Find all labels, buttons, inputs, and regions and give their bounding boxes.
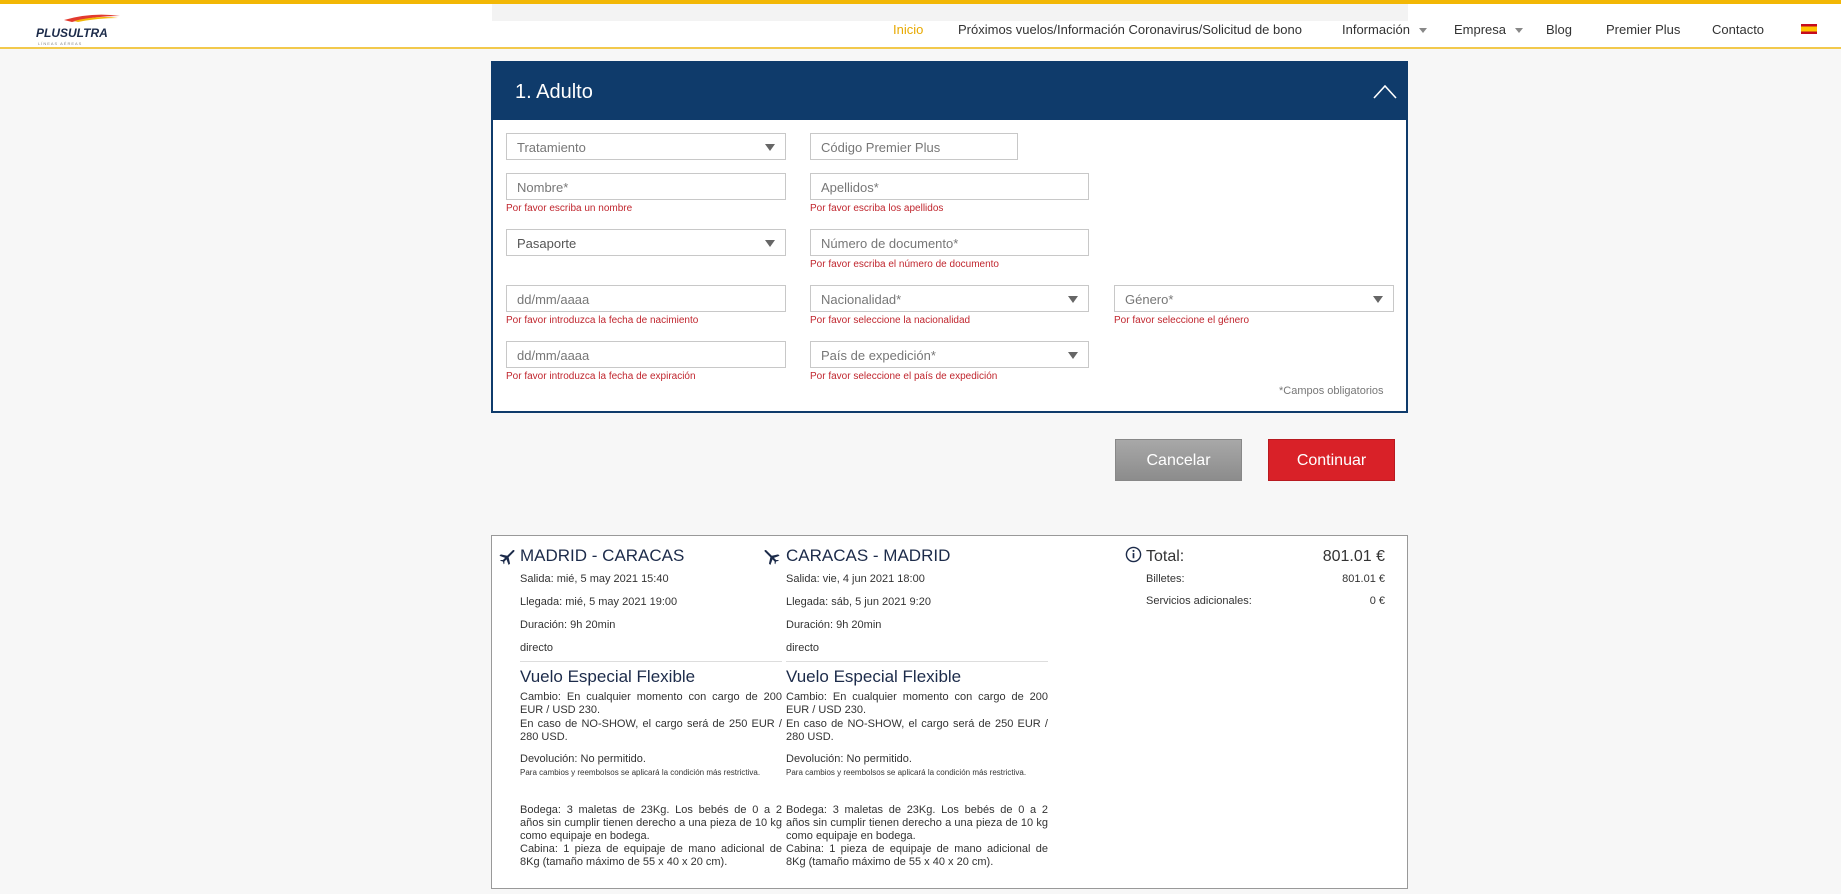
fare-refund-condition: Devolución: No permitido. — [786, 753, 912, 765]
document-number-input[interactable] — [810, 229, 1089, 256]
logo-tagline: LÍNEAS AÉREAS — [38, 41, 83, 46]
booking-summary — [491, 535, 1408, 889]
gender-placeholder: Género* — [1125, 292, 1174, 307]
plane-icon — [498, 548, 515, 565]
header-strip — [492, 4, 1408, 21]
flight-arrival: Llegada: sáb, 5 jun 2021 9:20 — [786, 596, 931, 608]
servicios-value: 0 € — [1369, 595, 1385, 607]
document-number-placeholder: Número de documento* — [821, 236, 959, 251]
apellidos-placeholder: Apellidos* — [821, 180, 879, 195]
flight-type: directo — [786, 642, 820, 654]
flight-route: CARACAS - MADRID — [786, 546, 951, 565]
total-value: 801.01 € — [1322, 548, 1385, 565]
nav-item-inicio[interactable]: Inicio — [893, 22, 924, 37]
flight-departure: Salida: mié, 5 may 2021 15:40 — [520, 573, 669, 585]
fare-note: Para cambios y reembolsos se aplicará la condición más restrictiva. — [520, 768, 761, 777]
passenger-panel-header[interactable] — [493, 63, 1406, 120]
billetes-label: Billetes: — [1146, 573, 1185, 585]
flight-route: MADRID - CARACAS — [520, 546, 685, 565]
flight-departure: Salida: vie, 4 jun 2021 18:00 — [786, 573, 925, 585]
expiry-date-placeholder: dd/mm/aaaa — [517, 348, 590, 363]
logo-wing-icon — [64, 14, 120, 22]
tratamiento-select[interactable] — [506, 133, 786, 160]
fare-change-condition: Cambio: En cualquier momento con cargo de 200 EUR / USD 230. — [786, 691, 1048, 716]
apellidos-error: Por favor escriba los apellidos — [810, 203, 944, 214]
fare-name: Vuelo Especial Flexible — [520, 667, 696, 686]
flight-duration: Duración: 9h 20min — [786, 619, 882, 631]
fare-noshow-condition: En caso de NO-SHOW, el cargo será de 250 EUR / 280 USD. — [786, 718, 1048, 743]
issuing-country-error: Por favor seleccione el país de expedición — [810, 371, 998, 382]
issuing-country-placeholder: País de expedición* — [821, 348, 936, 363]
nombre-input[interactable] — [506, 173, 786, 200]
caret-down-icon — [1068, 296, 1078, 303]
gender-select[interactable] — [1114, 285, 1394, 312]
nav-item-proximos-vuelos[interactable]: Próximos vuelos/Información Coronavirus/Solicitud de bono — [958, 22, 1302, 37]
nationality-select[interactable] — [810, 285, 1089, 312]
nav-item-blog[interactable]: Blog — [1546, 22, 1573, 37]
nombre-placeholder: Nombre* — [517, 180, 569, 195]
fare-hold-baggage: Bodega: 3 maletas de 23Kg. Los bebés de 0 a 2 años sin cumplir tienen derecho a una pieza de 10 kg como equipaje en bodega. — [786, 804, 1048, 842]
chevron-down-icon — [1419, 28, 1427, 33]
continue-button[interactable]: Continuar — [1268, 439, 1395, 481]
tratamiento-select-text: Tratamiento — [517, 140, 586, 155]
caret-down-icon — [1373, 296, 1383, 303]
main-nav — [0, 22, 1841, 40]
chevron-up-icon[interactable] — [1373, 85, 1397, 99]
caret-down-icon — [1068, 352, 1078, 359]
servicios-label: Servicios adicionales: — [1146, 595, 1252, 607]
fare-hold-baggage: Bodega: 3 maletas de 23Kg. Los bebés de 0 a 2 años sin cumplir tienen derecho a una pieza de 10 kg como equipaje en bodega. — [520, 804, 782, 842]
birth-date-placeholder: dd/mm/aaaa — [517, 292, 590, 307]
nationality-placeholder: Nacionalidad* — [821, 292, 902, 307]
fare-refund-condition: Devolución: No permitido. — [520, 753, 646, 765]
divider — [786, 661, 1048, 662]
birth-date-error: Por favor introduzca la fecha de nacimiento — [506, 315, 699, 326]
fare-cabin-baggage: Cabina: 1 pieza de equipaje de mano adicional de 8Kg (tamaño máximo de 55 x 40 x 20 cm). — [520, 843, 782, 868]
document-number-error: Por favor escriba el número de documento — [810, 259, 999, 270]
required-fields-note: *Campos obligatorios — [1279, 385, 1384, 397]
flight-duration: Duración: 9h 20min — [520, 619, 616, 631]
spanish-flag-icon[interactable] — [1801, 24, 1817, 34]
nombre-error: Por favor escriba un nombre — [506, 203, 633, 214]
cancel-button[interactable]: Cancelar — [1115, 439, 1242, 481]
fare-cabin-baggage: Cabina: 1 pieza de equipaje de mano adicional de 8Kg (tamaño máximo de 55 x 40 x 20 cm). — [786, 843, 1048, 868]
document-type-select[interactable] — [506, 229, 786, 256]
nationality-error: Por favor seleccione la nacionalidad — [810, 315, 971, 326]
passenger-panel-title: 1. Adulto — [515, 81, 593, 103]
logo-brand-text: PLUSULTRA — [36, 26, 108, 40]
info-icon[interactable] — [1125, 546, 1142, 563]
document-type-value: Pasaporte — [517, 236, 577, 251]
apellidos-input[interactable] — [810, 173, 1089, 200]
nav-item-contacto[interactable]: Contacto — [1712, 22, 1765, 37]
passenger-form-panel — [491, 61, 1408, 413]
caret-down-icon — [765, 240, 775, 247]
plane-icon — [764, 548, 781, 565]
nav-item-premier-plus[interactable]: Premier Plus — [1606, 22, 1681, 37]
issuing-country-select[interactable] — [810, 341, 1089, 368]
premier-code-input[interactable] — [810, 133, 1018, 160]
flight-arrival: Llegada: mié, 5 may 2021 19:00 — [520, 596, 678, 608]
premier-code-placeholder: Código Premier Plus — [821, 140, 941, 155]
flight-type: directo — [520, 642, 554, 654]
nav-item-informacion[interactable] — [1342, 22, 1427, 37]
expiry-date-error: Por favor introduzca la fecha de expiración — [506, 371, 696, 382]
billetes-value: 801.01 € — [1342, 573, 1385, 585]
expiry-date-input[interactable] — [506, 341, 786, 368]
nav-item-empresa-label: Empresa — [1454, 22, 1507, 37]
nav-item-informacion-label: Información — [1342, 22, 1410, 37]
birth-date-input[interactable] — [506, 285, 786, 312]
divider — [520, 661, 782, 662]
fare-name: Vuelo Especial Flexible — [786, 667, 962, 686]
fare-note: Para cambios y reembolsos se aplicará la condición más restrictiva. — [786, 768, 1027, 777]
total-label: Total: — [1146, 548, 1185, 565]
nav-item-empresa[interactable] — [1454, 22, 1523, 37]
fare-change-condition: Cambio: En cualquier momento con cargo de 200 EUR / USD 230. — [520, 691, 782, 716]
chevron-down-icon — [1515, 28, 1523, 33]
fare-noshow-condition: En caso de NO-SHOW, el cargo será de 250 EUR / 280 USD. — [520, 718, 782, 743]
gender-error: Por favor seleccione el género — [1114, 315, 1250, 326]
caret-down-icon — [765, 144, 775, 151]
